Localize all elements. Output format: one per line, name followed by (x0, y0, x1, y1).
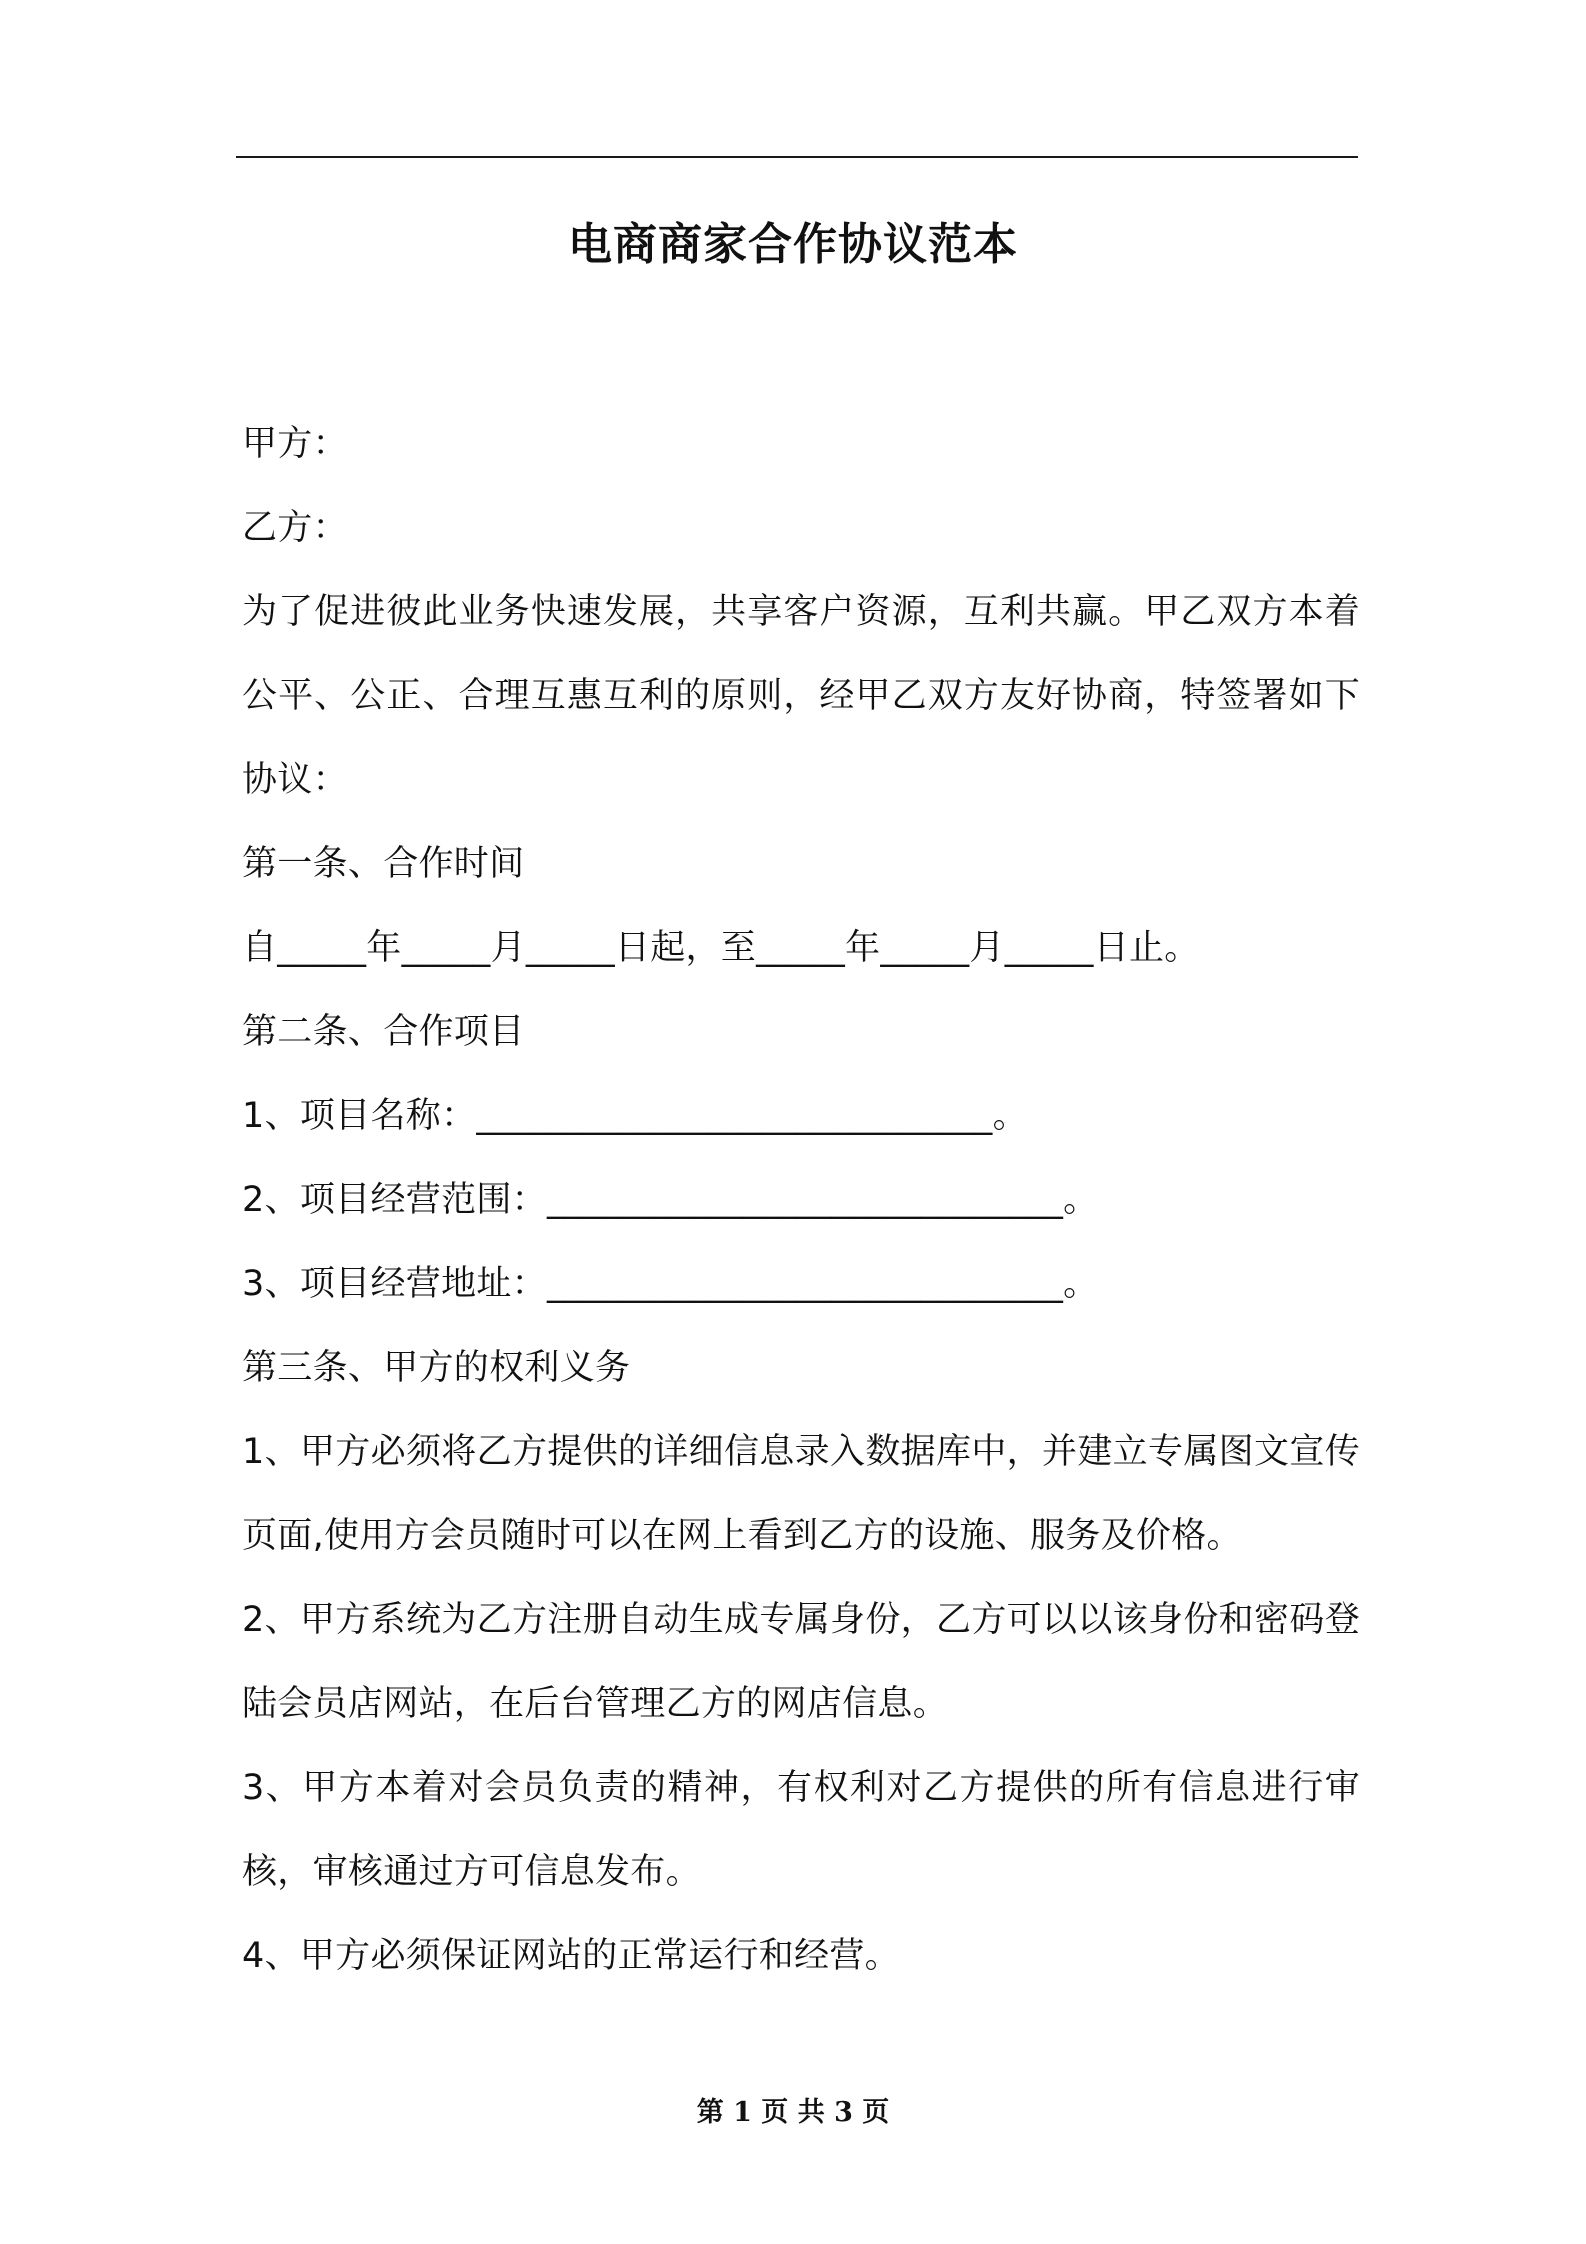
party-b-line: 乙方： (242, 508, 348, 548)
document-body (242, 402, 1360, 1998)
preamble-paragraph: 为了促进彼此业务快速发展，共享客户资源，互利共赢。甲乙双方本着公平、公正、合理互惠互利的原则，经甲乙双方友好协商，特签署如下协议： (242, 592, 1360, 800)
page-number-footer: 第 1 页 共 3 页 (696, 2097, 890, 2128)
article-3-item-2: 2、甲方系统为乙方注册自动生成专属身份，乙方可以以该身份和密码登陆会员店网站，在后台管理乙方的网店信息。 (242, 1600, 1360, 1724)
article-3-item-1: 1、甲方必须将乙方提供的详细信息录入数据库中，并建立专属图文宣传页面,使用方会员随时可以在网上看到乙方的设施、服务及价格。 (242, 1432, 1360, 1556)
article-1-period: 自_____年_____月_____日起，至_____年_____月_____日止。 (242, 928, 1200, 968)
article-3-item-3: 3、甲方本着对会员负责的精神，有权利对乙方提供的所有信息进行审核，审核通过方可信息发布。 (242, 1768, 1360, 1892)
document-title: 电商商家合作协议范本 (568, 219, 1018, 270)
article-2-item-business-address: 3、项目经营地址：_____________________________。 (242, 1264, 1099, 1304)
article-3-heading: 第三条、甲方的权利义务 (242, 1348, 631, 1388)
article-2-heading: 第二条、合作项目 (242, 1012, 525, 1052)
header-rule (236, 156, 1358, 158)
party-a-line: 甲方： (242, 424, 348, 464)
article-1-heading: 第一条、合作时间 (242, 844, 525, 884)
article-2-item-business-scope: 2、项目经营范围：_____________________________。 (242, 1180, 1099, 1220)
article-2-item-project-name: 1、项目名称：_____________________________。 (242, 1096, 1028, 1136)
article-3-item-4: 4、甲方必须保证网站的正常运行和经营。 (242, 1936, 900, 1976)
